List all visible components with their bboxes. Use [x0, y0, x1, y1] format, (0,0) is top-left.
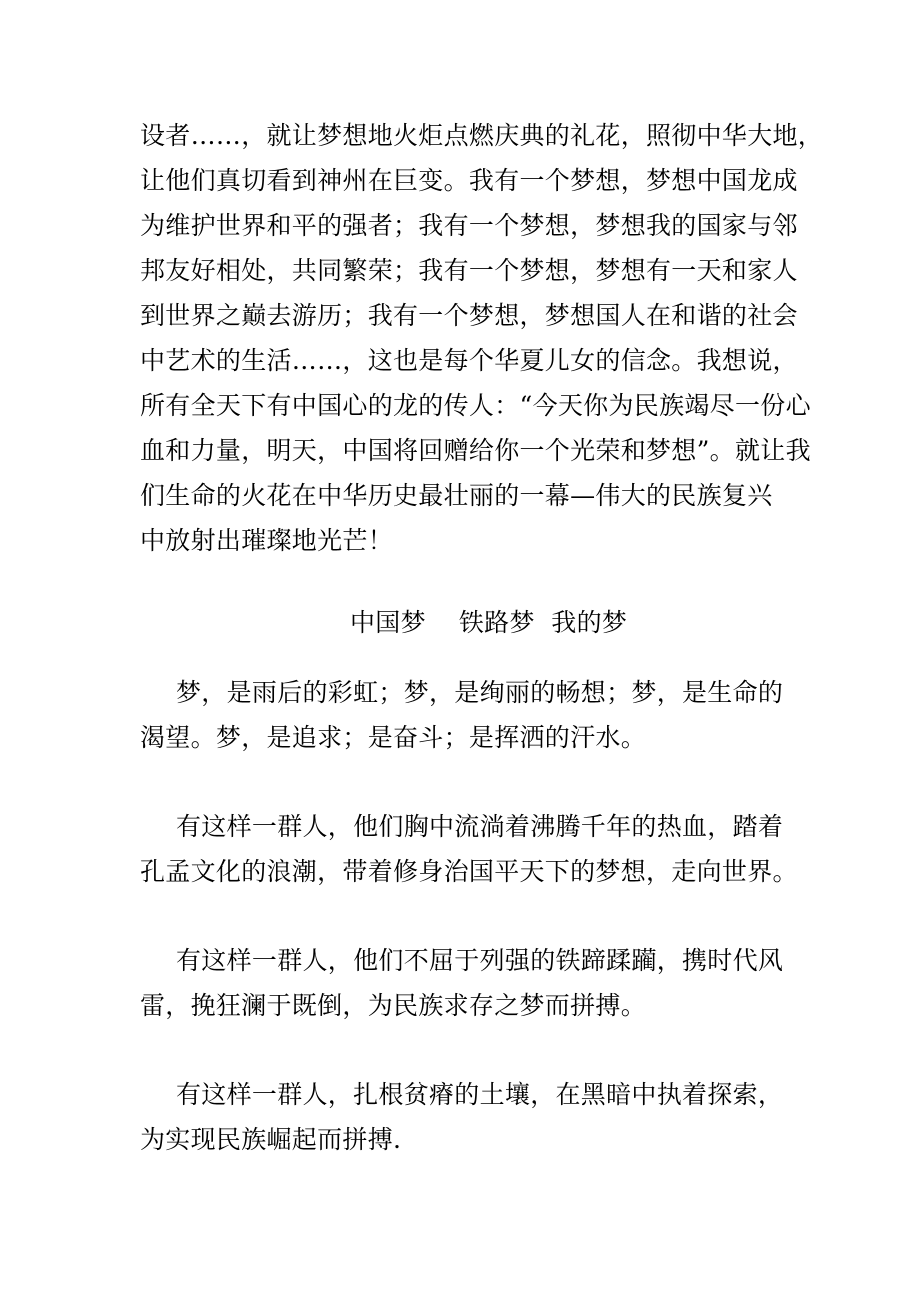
intro-line: 让他们真切看到神州在巨变。我有一个梦想，梦想中国龙成: [140, 166, 798, 195]
paragraph-line: 雷，挽狂澜于既倒，为民族求存之梦而拼搏。: [140, 991, 647, 1020]
paragraph-line: 孔孟文化的浪潮，带着修身治国平天下的梦想，走向世界。: [140, 857, 798, 886]
intro-line: 到世界之巅去游历；我有一个梦想，梦想国人在和谐的社会: [140, 301, 798, 330]
section-title: 中国梦 铁路梦 我的梦: [350, 608, 628, 637]
intro-line: 设者……，就让梦想地火炬点燃庆典的礼花，照彻中华大地，: [140, 121, 824, 150]
intro-line: 们生命的火花在中华历史最壮丽的一幕—伟大的民族复兴: [140, 481, 773, 510]
paragraph-line: 为实现民族崛起而拼搏.: [140, 1125, 402, 1154]
intro-line: 中放射出璀璨地光芒！: [140, 526, 394, 555]
paragraph-line: 有这样一群人，扎根贫瘠的土壤，在黑暗中执着探索，: [176, 1080, 784, 1109]
intro-line: 所有全天下有中国心的龙的传人：“今天你为民族竭尽一份心: [140, 391, 811, 420]
paragraph-line: 有这样一群人，他们胸中流淌着沸腾千年的热血，踏着: [176, 812, 784, 841]
paragraph-line: 渴望。梦，是追求；是奋斗；是挥洒的汗水。: [140, 723, 647, 752]
intro-line: 为维护世界和平的强者；我有一个梦想，梦想我的国家与邻: [140, 211, 798, 240]
paragraph-line: 有这样一群人，他们不屈于列强的铁蹄蹂躏，携时代风: [176, 946, 784, 975]
intro-line: 血和力量，明天，中国将回赠给你一个光荣和梦想”。就让我: [140, 436, 811, 465]
paragraph-line: 梦，是雨后的彩虹；梦，是绚丽的畅想；梦，是生命的: [176, 678, 784, 707]
intro-line: 中艺术的生活……，这也是每个华夏儿女的信念。我想说，: [140, 346, 798, 375]
intro-line: 邦友好相处，共同繁荣；我有一个梦想，梦想有一天和家人: [140, 256, 798, 285]
